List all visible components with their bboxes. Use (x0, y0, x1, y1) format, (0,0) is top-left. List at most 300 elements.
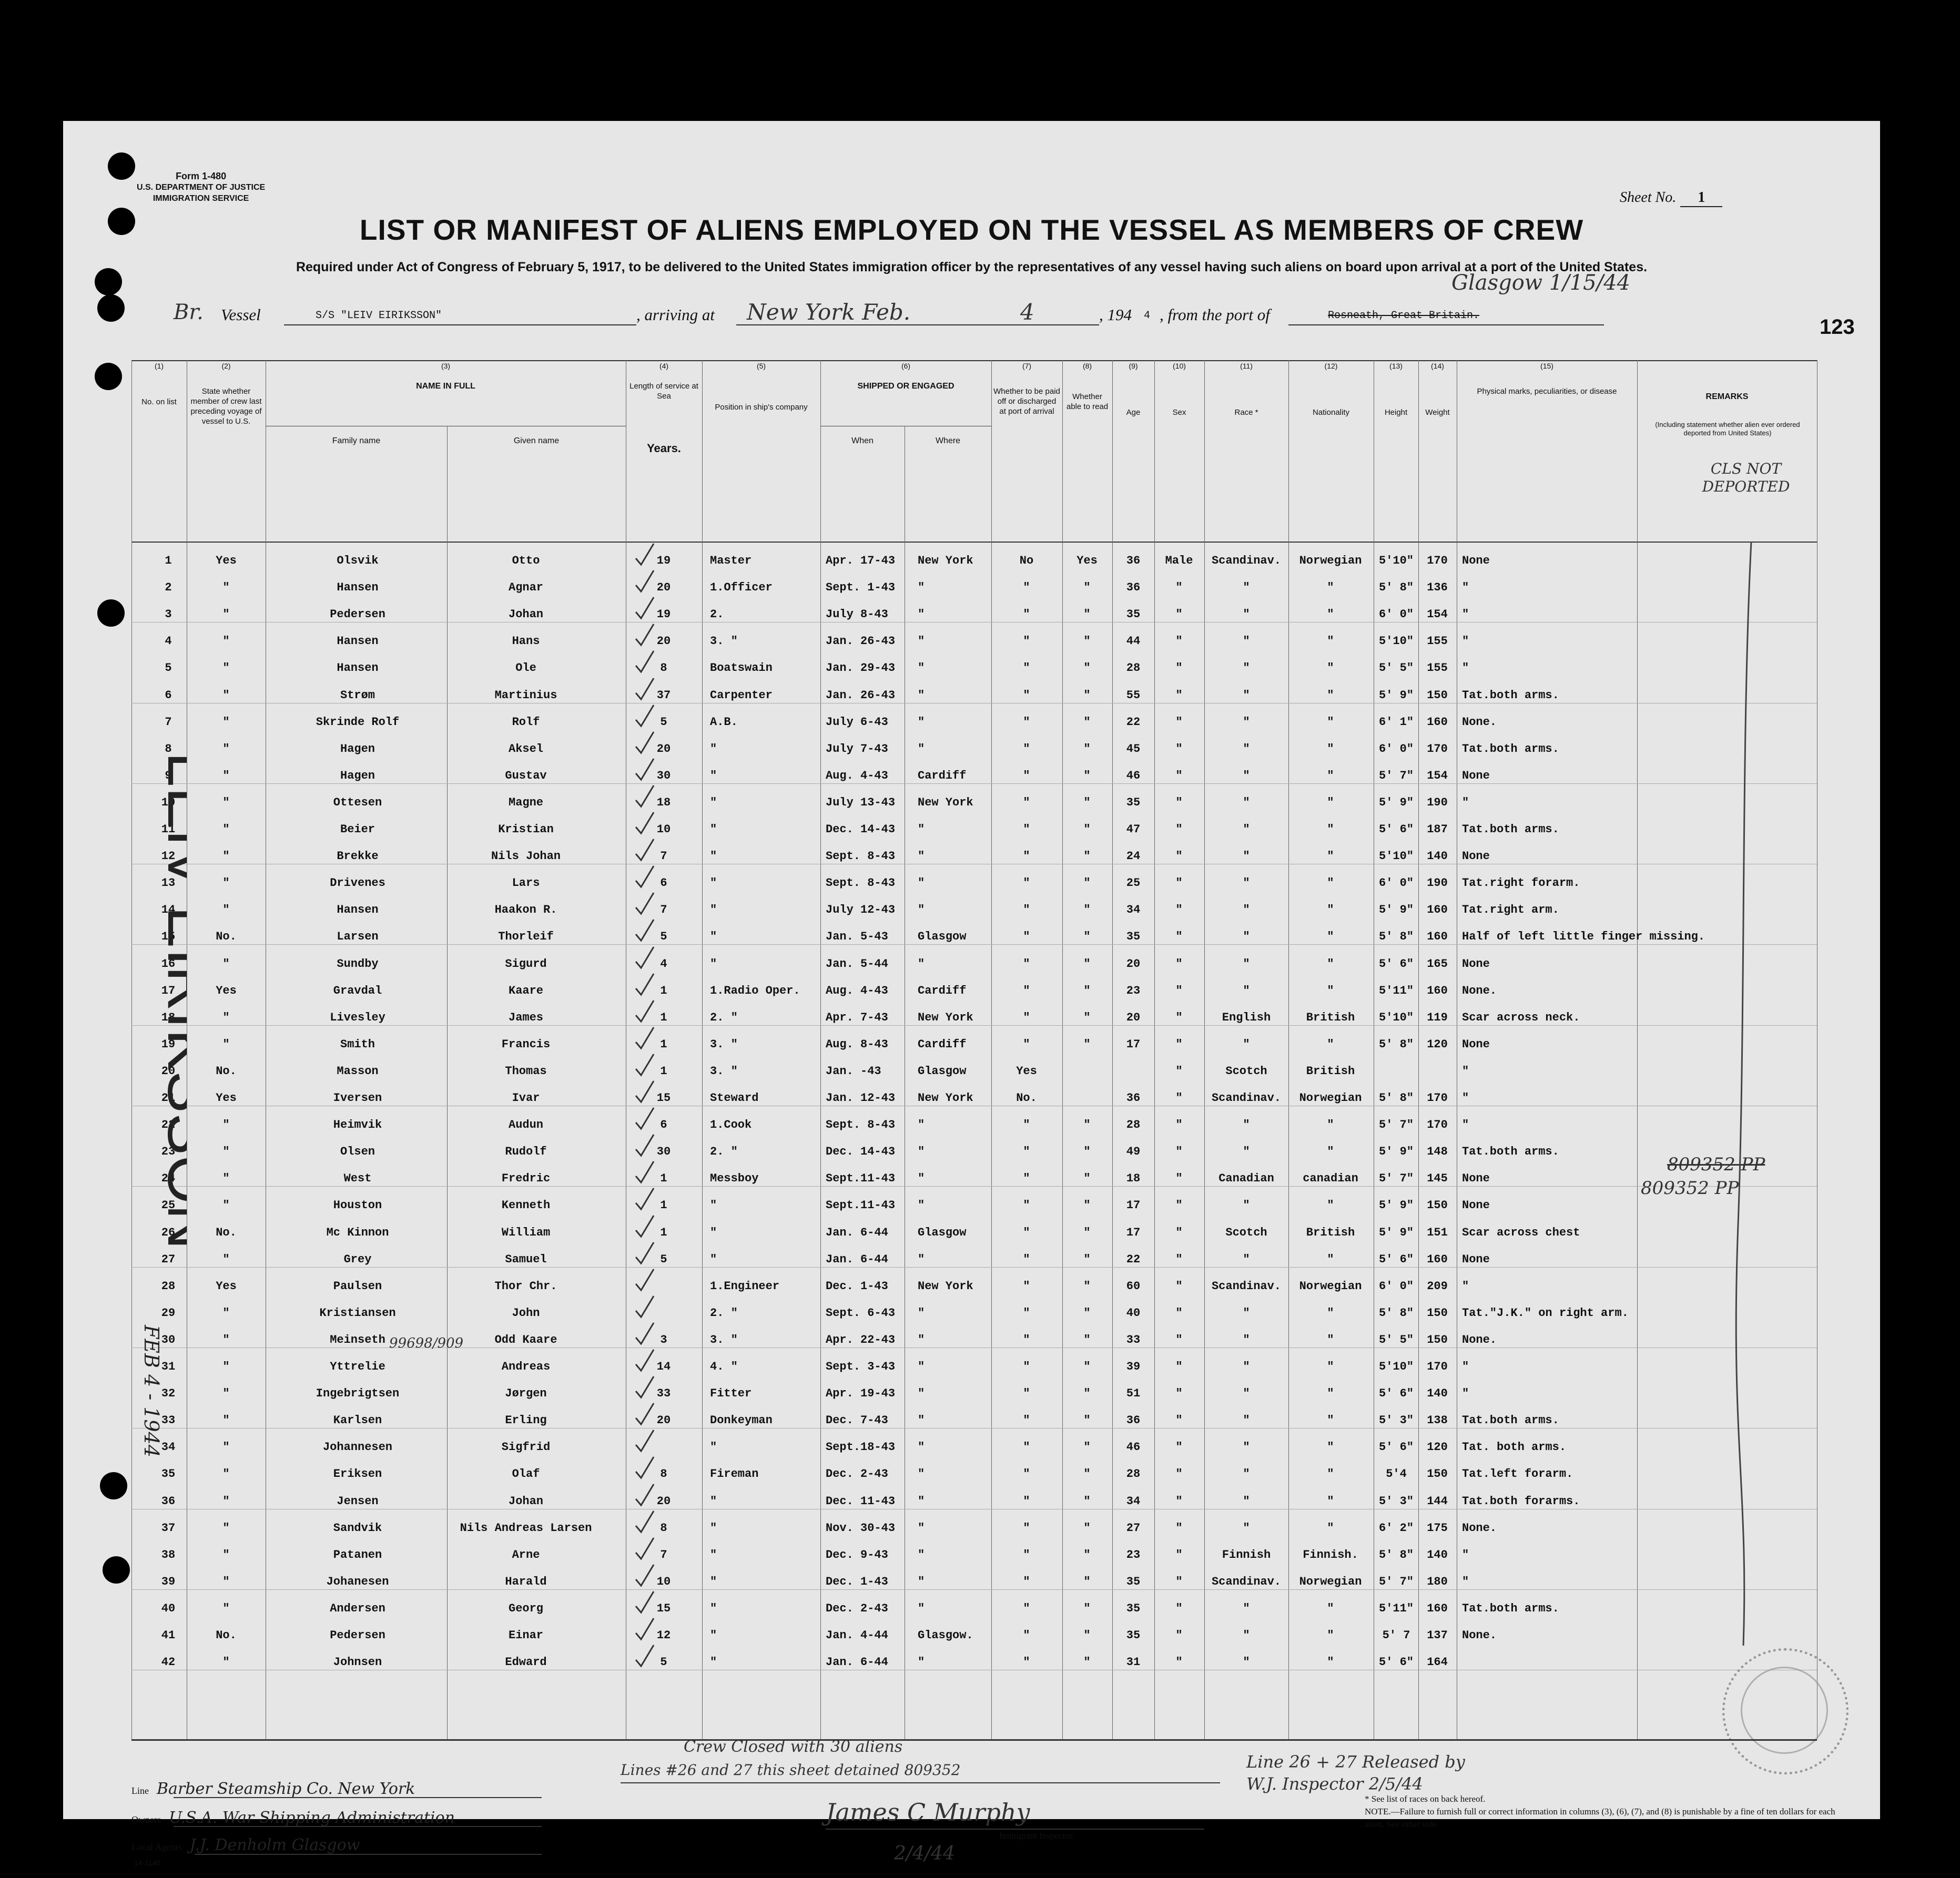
table-row (131, 891, 1817, 917)
cell-prev: " (222, 1118, 230, 1132)
cell-nat: canadian (1303, 1172, 1358, 1186)
cell-sex: " (1175, 1252, 1183, 1266)
cell-age: 34 (1126, 903, 1141, 917)
cell-age: 46 (1126, 769, 1141, 782)
cell-given: Jørgen (505, 1387, 547, 1401)
cell-marks: None (1462, 1199, 1490, 1212)
cell-race: " (1243, 876, 1250, 890)
vertical-date-text: FEB 4 - 1944 (140, 1325, 163, 1457)
cell-sex: " (1175, 957, 1183, 971)
cell-svc: 10 (656, 823, 671, 836)
cell-family: Iversen (333, 1091, 382, 1105)
cell-no: 35 (161, 1467, 176, 1481)
cell-wt: 137 (1427, 1629, 1448, 1642)
cell-svc: 6 (660, 1118, 667, 1132)
cell-svc: 37 (656, 688, 671, 702)
cell-age: 28 (1126, 1467, 1141, 1481)
cell-paid: " (1023, 1279, 1030, 1293)
cell-prev: " (222, 876, 230, 890)
table-row (131, 1132, 1817, 1159)
cell-marks: Tat.left forarm. (1462, 1467, 1573, 1481)
cell-family: Johnsen (333, 1656, 382, 1669)
cell-given: Johan (508, 608, 544, 621)
column-number: (3) (441, 362, 451, 370)
cell-where: Glasgow. (918, 1629, 973, 1642)
cell-nat: " (1327, 1629, 1334, 1642)
cell-sex: " (1175, 850, 1183, 863)
cell-prev: No. (216, 1064, 237, 1078)
cell-prev: " (222, 715, 230, 729)
cell-nat: " (1327, 1521, 1334, 1535)
cell-marks: Tat.both arms. (1462, 1414, 1559, 1427)
cell-ht: 5'10" (1378, 635, 1414, 648)
check-mark-icon (634, 595, 655, 621)
cell-ht: 5' 5" (1378, 661, 1414, 675)
cell-nat: " (1327, 688, 1334, 702)
cell-no: 19 (161, 1037, 176, 1051)
cell-nat: " (1327, 1118, 1334, 1132)
cell-where: Cardiff (918, 1037, 967, 1051)
cell-no: 18 (161, 1011, 176, 1024)
cell-ht: 5' 9" (1378, 1145, 1414, 1159)
cell-pos: " (710, 957, 717, 971)
cell-nat: " (1327, 608, 1334, 621)
check-mark-icon (634, 542, 655, 568)
cell-race: " (1243, 1629, 1250, 1642)
cell-where: " (918, 957, 925, 971)
cell-where: " (918, 1441, 925, 1454)
cell-when: Jan. 26-43 (826, 688, 896, 702)
cell-where: " (918, 1172, 925, 1186)
cell-no: 22 (161, 1118, 176, 1132)
check-mark-icon (634, 1267, 655, 1293)
cell-wt: 190 (1427, 876, 1448, 890)
cell-sex: " (1175, 1306, 1183, 1320)
cell-where: New York (918, 554, 973, 567)
column-header (1457, 360, 1637, 542)
cell-pos: " (710, 795, 717, 809)
column-header (1154, 360, 1204, 542)
table-row (131, 864, 1817, 891)
cell-sex: " (1175, 823, 1183, 836)
official-seal-stamp (1722, 1648, 1849, 1774)
check-mark-icon (634, 1294, 655, 1320)
cell-given: Arne (512, 1548, 540, 1561)
cell-pos: Carpenter (710, 688, 773, 702)
cell-wt: 154 (1427, 608, 1448, 621)
cell-sex: " (1175, 1494, 1183, 1508)
cell-svc: 15 (656, 1601, 671, 1615)
cell-race: " (1243, 1441, 1250, 1454)
cell-sex: " (1175, 1037, 1183, 1051)
cell-race: Finnish (1222, 1548, 1271, 1561)
cell-family: Sundby (337, 957, 379, 971)
check-mark-icon (634, 891, 655, 917)
cell-when: Sept. 8-43 (826, 1118, 896, 1132)
cell-ht: 6' 0" (1378, 608, 1414, 621)
cell-paid: " (1023, 1414, 1030, 1427)
cell-no: 34 (161, 1441, 176, 1454)
cell-pos: 2. " (710, 1145, 738, 1159)
cell-where: New York (918, 1279, 973, 1293)
cell-no: 16 (161, 957, 176, 971)
cell-pos: 3. " (710, 1037, 738, 1051)
cell-read: " (1083, 957, 1091, 971)
cell-marks: Scar across chest (1462, 1226, 1580, 1239)
cell-where: New York (918, 795, 973, 809)
table-row (131, 730, 1817, 757)
cell-nat: " (1327, 635, 1334, 648)
cell-sex: Male (1165, 554, 1193, 567)
cell-where: " (918, 1387, 925, 1401)
table-row (131, 1482, 1817, 1509)
cell-no: 13 (161, 876, 176, 890)
cell-sex: " (1175, 742, 1183, 756)
cell-marks: Tat.right forarm. (1462, 876, 1580, 890)
cell-nat: " (1327, 1441, 1334, 1454)
cell-pos: Fitter (710, 1387, 752, 1401)
table-row (131, 1267, 1817, 1294)
cell-family: Masson (337, 1064, 379, 1078)
cell-ht: 5' 9" (1378, 795, 1414, 809)
cell-when: Sept.11-43 (826, 1199, 896, 1212)
cell-ht: 5'10" (1378, 554, 1414, 567)
cell-no: 11 (161, 823, 176, 836)
cell-age: 36 (1126, 581, 1141, 595)
given-name-header: Given name (513, 436, 560, 445)
table-row (131, 1643, 1817, 1670)
cell-ht: 5' 6" (1378, 1656, 1414, 1669)
check-mark-icon (634, 1132, 655, 1159)
cell-prev: " (222, 1601, 230, 1615)
cell-marks: None (1462, 957, 1490, 971)
cell-when: Apr. 17-43 (826, 554, 896, 567)
cell-race: " (1243, 1199, 1250, 1212)
cell-race: Canadian (1218, 1172, 1274, 1186)
cell-marks: " (1462, 581, 1469, 595)
cell-no: 37 (161, 1521, 176, 1535)
cell-read: " (1083, 1037, 1091, 1051)
cell-read: " (1083, 742, 1091, 756)
check-mark-icon (634, 1509, 655, 1535)
row32-number: 99698/909 (389, 1335, 464, 1351)
cell-given: James (508, 1011, 544, 1024)
cell-marks: " (1462, 795, 1469, 809)
table-row (131, 1589, 1817, 1616)
cell-no: 27 (161, 1252, 176, 1266)
cell-when: Jan. 12-43 (826, 1091, 896, 1105)
cell-marks: " (1462, 635, 1469, 648)
cell-nat: " (1327, 795, 1334, 809)
cell-race: " (1243, 769, 1250, 782)
cell-paid: " (1023, 1145, 1030, 1159)
cell-where: " (918, 1575, 925, 1588)
cell-family: Hansen (337, 635, 379, 648)
punch-hole (108, 152, 135, 180)
cell-where: " (918, 1118, 925, 1132)
cell-when: Sept.18-43 (826, 1441, 896, 1454)
cell-paid: " (1023, 1601, 1030, 1615)
page-number: 123 (1820, 315, 1855, 339)
cell-where: " (918, 1360, 925, 1373)
cell-prev: " (222, 1494, 230, 1508)
cell-race: " (1243, 1333, 1250, 1346)
column-header (1204, 360, 1288, 542)
cell-where: " (918, 1494, 925, 1508)
cell-marks: None (1462, 1037, 1490, 1051)
cell-prev: " (222, 1575, 230, 1588)
cell-sex: " (1175, 1441, 1183, 1454)
cell-read: " (1083, 823, 1091, 836)
cell-prev: " (222, 1037, 230, 1051)
vessel-prefix: Br. (174, 300, 204, 324)
cell-when: July 13-43 (826, 795, 896, 809)
cell-given: Fredric (501, 1172, 551, 1186)
cell-prev: " (222, 1467, 230, 1481)
cell-no: 5 (165, 661, 172, 675)
cell-no: 41 (161, 1629, 176, 1642)
cell-paid: " (1023, 1629, 1030, 1642)
cell-given: Kristian (498, 823, 554, 836)
column-header (131, 360, 187, 542)
check-mark-icon (634, 1401, 655, 1427)
cell-given: Thorleif (498, 930, 554, 944)
cell-race: " (1243, 957, 1250, 971)
check-mark-icon (634, 1428, 655, 1454)
cell-prev: " (222, 850, 230, 863)
cell-nat: " (1327, 1360, 1334, 1373)
cell-marks: " (1462, 1091, 1469, 1105)
cell-age: 17 (1126, 1226, 1141, 1239)
cell-when: Dec. 2-43 (826, 1601, 888, 1615)
cell-paid: " (1023, 608, 1030, 621)
cell-family: Smith (340, 1037, 375, 1051)
punch-hole (95, 268, 122, 295)
cell-marks: Tat.both arms. (1462, 688, 1559, 702)
cell-given: Hans (512, 635, 540, 648)
sheet-number (1620, 189, 1722, 207)
cell-sex: " (1175, 984, 1183, 997)
cell-family: Brekke (337, 850, 379, 863)
cell-svc: 19 (656, 554, 671, 567)
column-number: (13) (1389, 362, 1403, 370)
cell-svc: 20 (656, 1494, 671, 1508)
cell-pos: " (710, 1494, 717, 1508)
cell-pos: 1.Engineer (710, 1279, 780, 1293)
cell-pos: 4. " (710, 1360, 738, 1373)
check-mark-icon (634, 1589, 655, 1616)
cell-prev: Yes (216, 984, 237, 997)
cell-ht: 5' 6" (1378, 1387, 1414, 1401)
table-row (131, 649, 1817, 676)
cell-family: West (343, 1172, 372, 1186)
cell-nat: " (1327, 1333, 1334, 1346)
cell-race: Scotch (1225, 1064, 1267, 1078)
cell-when: Sept. 8-43 (826, 850, 896, 863)
cell-nat: Norwegian (1299, 1279, 1362, 1293)
cell-given: Otto (512, 554, 540, 567)
check-mark-icon (634, 1213, 655, 1240)
form-identifier (137, 171, 265, 204)
cell-nat: " (1327, 957, 1334, 971)
cell-svc: 8 (660, 1467, 667, 1481)
cell-read: " (1083, 795, 1091, 809)
cell-svc: 5 (660, 930, 667, 944)
cell-family: Eriksen (333, 1467, 382, 1481)
years-header: Years. (647, 442, 681, 455)
cell-given: Samuel (505, 1252, 547, 1266)
table-row (131, 917, 1817, 945)
cell-svc: 1 (660, 1011, 667, 1024)
column-number: (11) (1240, 362, 1253, 370)
column-header (1637, 360, 1817, 542)
vessel-label: Vessel (221, 305, 261, 324)
column-number: (9) (1129, 362, 1138, 370)
cell-pos: Steward (710, 1091, 759, 1105)
cell-pos: Fireman (710, 1467, 759, 1481)
cell-marks: None. (1462, 984, 1497, 997)
cell-given: Olaf (512, 1467, 540, 1481)
cell-ht: 5' 5" (1378, 1333, 1414, 1346)
cell-no: 7 (165, 715, 172, 729)
cell-marks: None. (1462, 1521, 1497, 1535)
cell-race: " (1243, 984, 1250, 997)
cell-family: Yttrelie (330, 1360, 385, 1373)
table-row (131, 1025, 1817, 1052)
cell-age: 27 (1126, 1521, 1141, 1535)
table-row (131, 1563, 1817, 1590)
cell-paid: " (1023, 688, 1030, 702)
cell-paid: " (1023, 715, 1030, 729)
note-underline (621, 1782, 1220, 1783)
cell-prev: " (222, 903, 230, 917)
cell-prev: Yes (216, 1279, 237, 1293)
family-name-header: Family name (332, 436, 381, 445)
inspector-signature: James C Murphy (826, 1798, 1030, 1826)
punch-hole (97, 294, 125, 322)
table-row (131, 1106, 1817, 1132)
cell-read: " (1083, 1494, 1091, 1508)
cell-svc: 7 (660, 903, 667, 917)
cell-where: " (918, 661, 925, 675)
cell-marks: " (1462, 1064, 1469, 1078)
cell-marks: " (1462, 1118, 1469, 1132)
cell-marks: Tat.both forarms. (1462, 1494, 1580, 1508)
cell-family: Meinseth (330, 1333, 385, 1346)
cell-when: July 7-43 (826, 742, 888, 756)
cell-nat: " (1327, 1199, 1334, 1212)
cell-family: Hansen (337, 581, 379, 595)
cell-paid: " (1023, 930, 1030, 944)
check-mark-icon (634, 1186, 655, 1212)
cell-wt: 170 (1427, 1091, 1448, 1105)
cell-family: Patanen (333, 1548, 382, 1561)
cell-prev: No. (216, 1629, 237, 1642)
column-header (820, 360, 991, 542)
cell-paid: " (1023, 661, 1030, 675)
cell-when: Dec. 1-43 (826, 1279, 888, 1293)
page-title: LIST OR MANIFEST OF ALIENS EMPLOYED ON THE VESSEL AS MEMBERS OF CREW (359, 213, 1584, 246)
cell-sex: " (1175, 1575, 1183, 1588)
cell-family: Gravdal (333, 984, 382, 997)
cell-family: Kristiansen (319, 1306, 396, 1320)
cell-read: " (1083, 1199, 1091, 1212)
column-label: Position in ship's company (715, 403, 808, 412)
cell-read: " (1083, 984, 1091, 997)
cell-family: Beier (340, 823, 375, 836)
race-note: * See list of races on back hereof. (1365, 1794, 1486, 1804)
cell-sex: " (1175, 1118, 1183, 1132)
cell-where: " (918, 715, 925, 729)
cell-prev: Yes (216, 1091, 237, 1105)
cell-marks: None (1462, 850, 1490, 863)
cell-nat: " (1327, 769, 1334, 782)
table-row (131, 810, 1817, 837)
footer-notes (1365, 1793, 1849, 1831)
cell-pos: " (710, 1629, 717, 1642)
inspector-date: 2/4/44 (894, 1843, 955, 1864)
cell-svc: 6 (660, 876, 667, 890)
cell-sex: " (1175, 1601, 1183, 1615)
cell-race: " (1243, 661, 1250, 675)
cell-family: Larsen (337, 930, 379, 944)
cell-where: Cardiff (918, 769, 967, 782)
cell-nat: " (1327, 661, 1334, 675)
cell-wt: 170 (1427, 1360, 1448, 1373)
cell-svc: 5 (660, 1252, 667, 1266)
cell-when: Sept.11-43 (826, 1172, 896, 1186)
table-row (131, 676, 1817, 703)
table-row (131, 1159, 1817, 1187)
cell-nat: " (1327, 1656, 1334, 1669)
cell-pos: " (710, 1226, 717, 1239)
inspector-label: Immigrant Inspector. (999, 1831, 1074, 1841)
cell-ht: 5'10" (1378, 850, 1414, 863)
cell-when: Dec. 14-43 (826, 823, 896, 836)
cell-no: 10 (161, 795, 176, 809)
cell-race: " (1243, 1306, 1250, 1320)
cell-no: 33 (161, 1414, 176, 1427)
cell-where: " (918, 1548, 925, 1561)
cell-read: " (1083, 1306, 1091, 1320)
cell-pos: 1.Cook (710, 1118, 752, 1132)
vertical-stamp-text: LEIV EIRIKSSON (155, 752, 187, 1250)
cell-ht: 5' 8" (1378, 1037, 1414, 1051)
cell-pos: " (710, 1548, 717, 1561)
check-mark-icon (634, 1079, 655, 1105)
cell-where: Glasgow (918, 1226, 967, 1239)
cell-pos: " (710, 903, 717, 917)
cell-no: 36 (161, 1494, 176, 1508)
cell-svc: 20 (656, 1414, 671, 1427)
cell-sex: " (1175, 1064, 1183, 1078)
cell-ht: 5' 7" (1378, 1575, 1414, 1588)
cell-paid: " (1023, 1548, 1030, 1561)
cell-where: " (918, 1601, 925, 1615)
cell-paid: " (1023, 850, 1030, 863)
cell-age: 36 (1126, 554, 1141, 567)
cell-age: 35 (1126, 1575, 1141, 1588)
table-row (131, 595, 1817, 622)
cell-read: " (1083, 1279, 1091, 1293)
cell-no: 4 (165, 635, 172, 648)
from-port-label: , from the port of (1160, 305, 1270, 324)
cell-when: Aug. 4-43 (826, 984, 888, 997)
cell-sex: " (1175, 581, 1183, 595)
cell-ht: 6' 0" (1378, 1279, 1414, 1293)
cell-where: New York (918, 1091, 973, 1105)
check-mark-icon (634, 703, 655, 729)
